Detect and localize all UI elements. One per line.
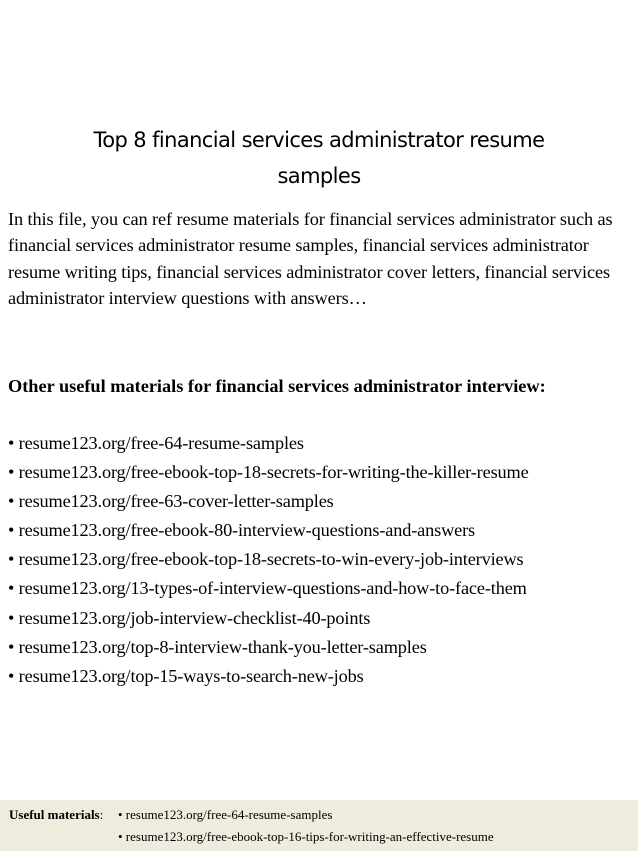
other-materials-heading: Other useful materials for financial services administrator interview: — [8, 376, 546, 396]
footer-link[interactable]: • resume123.org/free-ebook-top-16-tips-for-writing-an-effective-resume — [118, 829, 494, 844]
footer-label — [9, 807, 103, 823]
title-line-1: Top 8 financial services administrator resume — [93, 128, 545, 152]
intro-paragraph: In this file, you can ref resume materials for financial services administrator such as financial services administrator resume samples, financial services administrator resume writing tips, financial services administrator cover letters, financial services administrator interview questions with answers… — [8, 209, 613, 308]
material-link[interactable]: • resume123.org/free-ebook-top-18-secrets-for-writing-the-killer-resume — [8, 462, 529, 483]
footer-link[interactable]: • resume123.org/free-64-resume-samples — [118, 807, 333, 822]
material-link[interactable]: • resume123.org/free-64-resume-samples — [8, 433, 304, 453]
materials-link-list — [8, 429, 638, 691]
material-link[interactable]: • resume123.org/free-ebook-top-18-secrets-to-win-every-job-interviews — [8, 549, 524, 570]
footer-label-colon: : — [99, 807, 104, 822]
material-link[interactable]: • resume123.org/free-63-cover-letter-samples — [8, 491, 334, 512]
title-line-2: samples — [277, 164, 361, 188]
page-title — [20, 122, 618, 194]
material-link[interactable]: • resume123.org/job-interview-checklist-40-points — [8, 607, 371, 628]
material-link[interactable]: • resume123.org/top-8-interview-thank-you-letter-samples — [8, 636, 427, 657]
material-link[interactable]: • resume123.org/13-types-of-interview-questions-and-how-to-face-them — [8, 578, 527, 599]
material-link[interactable]: • resume123.org/free-ebook-80-interview-questions-and-answers — [8, 520, 475, 541]
footer-bar — [0, 800, 638, 851]
footer-label-text: Useful materials — [9, 807, 100, 822]
footer-link-list — [118, 807, 494, 851]
material-link[interactable]: • resume123.org/top-15-ways-to-search-new-jobs — [8, 665, 364, 686]
